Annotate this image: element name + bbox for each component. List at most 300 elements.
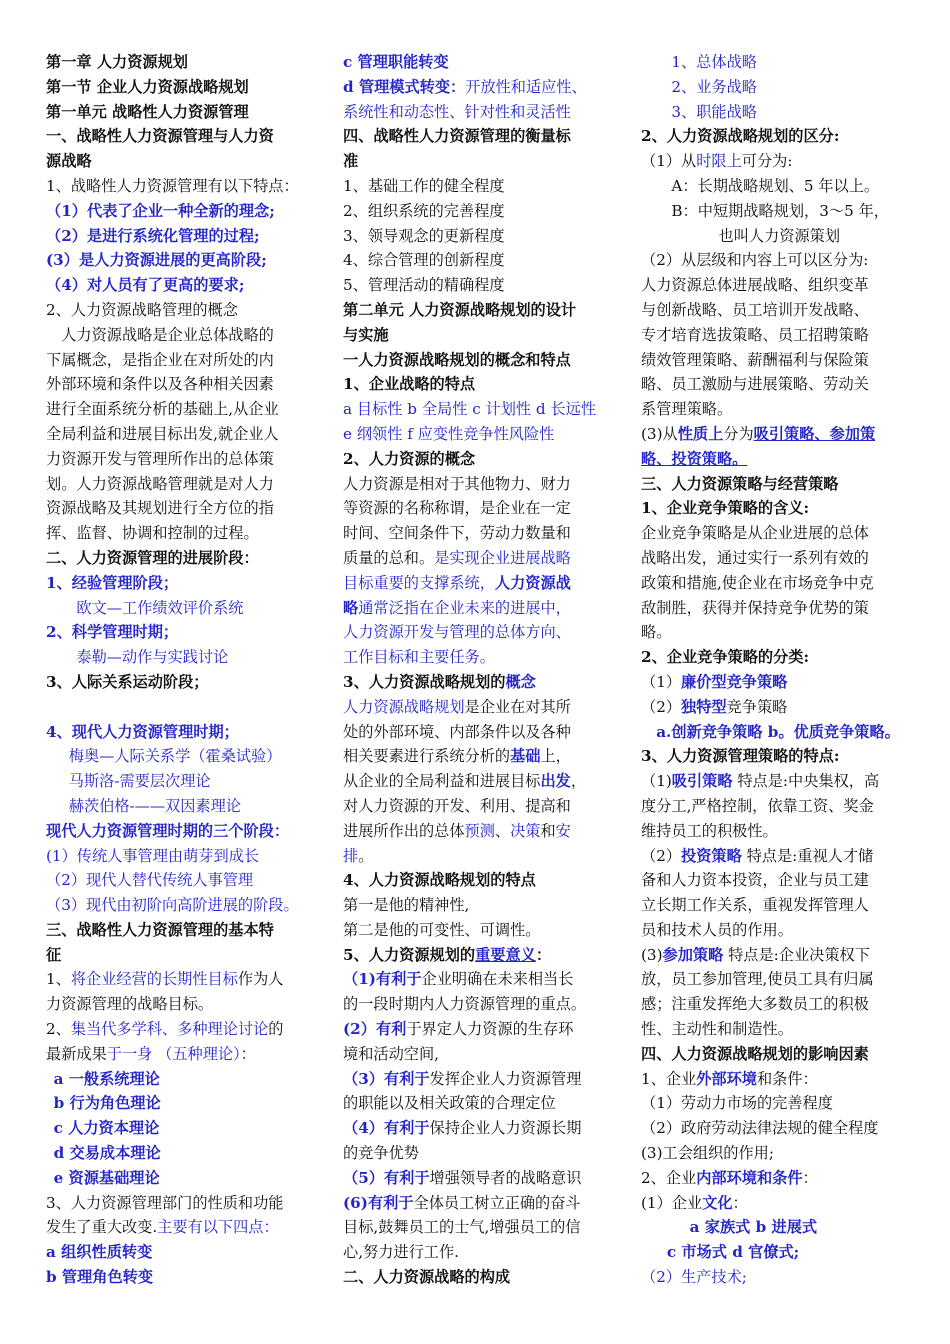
text-line [343,720,625,745]
text-run: 1、基础工作的健全程度 [343,176,505,195]
text-line [641,844,913,869]
text-run: 2、人力资源战略管理的概念 [46,300,238,319]
text-line [343,1191,625,1216]
text-run: 于一身 （五种理论） [106,1044,241,1063]
text-run: 可分为: [741,152,793,171]
text-run: (2）有利 [343,1020,407,1039]
text-run: 与创新战略、员工培训开发战略、 [641,300,869,319]
text-line [641,893,913,918]
text-run: （2）从层级和内容上可以区分为: [641,251,869,270]
text-line [641,1265,913,1290]
text-run: 一、战略性人力资源管理与人力资 [46,127,274,146]
text-line [641,298,913,323]
text-line [641,868,913,893]
text-run: 企业明确在未来相当长 [421,970,574,989]
text-column-right [641,50,913,1290]
text-line [343,1091,625,1116]
text-run: 主要有以下四点： [157,1218,279,1237]
text-line [343,447,625,472]
text-run: 力资源开发与管理所作出的总体策 [46,449,274,468]
text-run: 集当代多学科、多种理论讨论 [70,1020,269,1039]
text-run: 是实现企业进展战略 [434,548,571,567]
text-line [46,521,316,546]
text-run: 敌制胜，获得并保持竞争优势的策 [641,598,869,617]
text-line [641,323,913,348]
text-run: 等资源的名称称谓，是企业在一定 [343,499,571,518]
text-run: 于界定人力资源的生存环 [406,1020,574,1039]
text-run: (6)有利于 [343,1193,414,1212]
text-run: 增强领导者的战略意识 [429,1168,582,1187]
text-run: 是企业在对其所 [464,697,571,716]
text-run: 4、现代人力资源管理时期； [46,722,239,741]
text-line [343,348,625,373]
text-line [641,1042,913,1067]
text-run: 2、人力资源的概念 [343,449,476,468]
text-run: （2） [641,697,682,716]
text-run: (3）是人力资源进展的更高阶段; [46,251,267,270]
text-line [641,620,913,645]
text-column-left [46,50,316,1290]
text-run: （5）有利于 [343,1168,430,1187]
text-line [641,124,913,149]
text-line [46,769,316,794]
text-run: 2、企业 [641,1168,697,1187]
text-run: A：长期战略规划、5 年以上。 [671,176,880,195]
text-run: 决策 [510,821,541,840]
text-line [46,50,316,75]
text-line [343,1265,625,1290]
text-line [46,967,316,992]
text-run: 现代人力资源管理时期的三个阶段： [46,821,289,840]
text-run: 泰勒—动作与实践讨论 [76,648,229,667]
text-run: 文化 [702,1193,733,1212]
text-line [343,546,625,571]
text-run: 第一章 人力资源规划 [46,53,188,71]
text-line [46,447,316,472]
text-run: （2） [641,846,682,865]
text-run: c 市场式 d 官僚式; [666,1243,800,1262]
text-line [343,1166,625,1191]
text-line [46,273,316,298]
text-line [46,248,316,273]
text-run: 欧文—工作绩效评价系统 [76,598,244,617]
text-run: (1）企业 [641,1193,703,1212]
text-run: 吸引策略、参加策 [753,424,876,443]
text-line [46,323,316,348]
text-line [641,1166,913,1191]
text-run: 性质上 [677,424,724,443]
text-run: 维持员工的积极性。 [641,821,778,840]
text-line [641,794,913,819]
text-run: 和 [540,821,556,840]
text-line [343,1141,625,1166]
text-run: （3）现代由初阶向高阶进展的阶段。 [46,896,299,915]
text-run: a 组织性质转变 [46,1243,153,1262]
text-run: 廉价型竞争策略 [681,672,788,691]
text-line [641,1067,913,1092]
text-run: （2）现代人替代传统人事管理 [46,871,254,890]
text-run: 对人力资源的开发、利用、提高和 [343,796,571,815]
text-run: 下属概念，是指企业在对所处的内 [46,350,274,369]
text-run: b 管理角色转变 [46,1268,154,1287]
text-line [641,1116,913,1141]
text-line [46,149,316,174]
text-run: ， [570,772,586,791]
text-run: B：中短期战略规划，3～5 年， [671,201,889,220]
text-line [343,1067,625,1092]
text-run: 度分工,严格控制，依靠工资、奖金 [641,796,874,815]
text-run: 心,努力进行工作. [343,1243,459,1262]
text-run: 1、总体战略 [671,53,757,71]
text-line [641,496,913,521]
text-run: 全体员工树立正确的奋斗 [413,1193,581,1212]
text-run: 上， [540,747,571,766]
text-run: 立长期工作关系，重视发挥管理人 [641,896,869,915]
text-line [641,1240,913,1265]
text-line [641,174,913,199]
text-run: （1）代表了企业一种全新的理念; [46,201,275,220]
text-run: 放，员工参加管理,使员工具有归属 [641,970,874,989]
text-run: 出发 [540,772,571,791]
text-line [46,670,316,695]
text-line [343,224,625,249]
text-run: 一人力资源战略规划的概念和特点 [343,350,571,369]
text-line [343,868,625,893]
text-run: 梅奥—人际关系学（霍桑试验） [68,747,282,766]
text-run: 外部环境和条件以及各种相关因素 [46,375,274,394]
text-line [343,695,625,720]
text-line [641,744,913,769]
text-run: （1)有利于 [343,970,422,989]
text-run: 内部环境和条件 [696,1168,803,1187]
text-line [641,472,913,497]
text-run: 目标重要的支撑系统， [343,573,495,592]
text-run: 3、职能战略 [671,102,757,121]
text-line [46,1166,316,1191]
text-line [46,372,316,397]
text-line [343,149,625,174]
text-run: 5、人力资源规划的 [343,945,476,964]
text-line [46,1091,316,1116]
text-run: 最新成果 [46,1044,107,1063]
text-run: 进展所作出的总体 [343,821,465,840]
text-line [46,1191,316,1216]
text-line [343,124,625,149]
text-run: 人力资源总体进展战略、组织变革 [641,276,869,295]
text-run: (3)从 [641,424,678,443]
text-run: 分为 [723,424,754,443]
text-run: 和条件： [756,1069,818,1088]
text-run: 四、战略性人力资源管理的衡量标 [343,127,571,146]
text-line [343,571,625,596]
text-run: 的一段时期内人力资源管理的重点。 [343,995,586,1014]
text-run: 3、人力资源管理部门的性质和功能 [46,1193,284,1212]
text-run: （1）从 [641,152,697,171]
text-line [641,397,913,422]
text-run: 略、员工激励与进展策略、劳动关 [641,375,869,394]
text-run: a 目标性 b 全局性 c 计划性 d 长远性 [343,400,597,419]
text-line [343,496,625,521]
text-run: 力资源管理的战略目标。 [46,995,214,1014]
text-run: （2）政府劳动法律法规的健全程度 [641,1119,879,1138]
text-line [641,695,913,720]
text-run: 外部环境 [696,1069,757,1088]
text-line [46,794,316,819]
text-run: 作为人 [237,970,284,989]
text-run: 独特型 [681,697,727,716]
text-run: 也叫人力资源策划 [718,226,841,245]
text-run: 准 [343,152,359,171]
text-run: 安 [555,821,571,840]
text-line [641,372,913,397]
text-line [641,769,913,794]
text-line [46,1116,316,1141]
text-run: 时间、空间条件下，劳动力数量和 [343,524,571,543]
text-line [343,1116,625,1141]
text-line [46,1240,316,1265]
text-run: 战略出发，通过实行一系列有效的 [641,548,869,567]
text-run: 的职能以及相关政策的合理定位 [343,1094,556,1113]
text-run: 工作目标和主要任务。 [343,648,495,667]
text-line [46,174,316,199]
text-run: 第二是他的可变性、可调性。 [343,920,541,939]
text-run: 第一节 企业人力资源战略规划 [46,77,249,96]
text-run: 三、人力资源策略与经营策略 [641,474,839,493]
text-run: 全局利益和进展目标出发,就企业人 [46,424,279,443]
text-run: 人力资源战 [494,573,571,592]
text-line [343,199,625,224]
text-run: 系管理策略。 [641,400,733,419]
text-line [46,596,316,621]
text-line [641,422,913,447]
text-run: 预测 [464,821,495,840]
text-line [46,868,316,893]
text-run: 相关要素进行系统分析的 [343,747,511,766]
text-run: （1）劳动力市场的完善程度 [641,1094,833,1113]
text-line [343,1042,625,1067]
text-line [641,50,913,75]
text-line [641,224,913,249]
text-line [641,273,913,298]
text-run: 竞争策略 [726,697,788,716]
text-run: ： [535,945,552,964]
text-line [343,472,625,497]
text-line [641,1191,913,1216]
text-line [641,645,913,670]
text-line [343,298,625,323]
text-run: (1）传统人事管理由萌芽到成长 [46,846,260,865]
text-line [46,1265,316,1290]
text-run: 备和人力资本投资，企业与员工建 [641,871,869,890]
text-run: 3、人力资源管理策略的特点: [641,747,840,766]
text-run: 1、战略性人力资源管理有以下特点： [46,176,299,195]
text-run: 企业竞争策略是从企业进展的总体 [641,524,869,543]
text-run: 2、科学管理时期； [46,623,179,642]
text-run: 二、人力资源战略的构成 [343,1268,511,1287]
text-line [46,100,316,125]
text-run: 4、综合管理的创新程度 [343,251,505,270]
text-run: ： [240,1044,256,1063]
text-run: 概念 [505,672,536,691]
text-line [343,1240,625,1265]
text-run: 4、人力资源战略规划的特点 [343,871,536,890]
text-line [46,720,316,745]
text-run: 进行全面系统分析的基础上,从企业 [46,400,279,419]
text-run: 特点是:中央集权，高 [732,772,880,791]
text-run: 处的外部环境、内部条件以及各种 [343,722,571,741]
text-run: 2、组织系统的完善程度 [343,201,505,220]
text-line [641,1215,913,1240]
text-line [46,1141,316,1166]
text-run: 3、人际关系运动阶段； [46,672,209,691]
text-line [641,967,913,992]
text-line [641,992,913,1017]
text-run: 2、企业竞争策略的分类: [641,648,810,667]
text-line [46,348,316,373]
text-run: 目标,鼓舞员工的士气,增强员工的信 [343,1218,581,1237]
text-run: e 资源基础理论 [53,1168,160,1187]
text-line [46,298,316,323]
text-run: （2）是进行系统化管理的过程; [46,226,260,245]
text-line [641,199,913,224]
text-line [641,100,913,125]
text-line [343,645,625,670]
text-run: 1、经验管理阶段； [46,573,179,592]
text-run: 3、人力资源战略规划的 [343,672,506,691]
text-run: 划。人力资源战略管理就是对人力 [46,474,274,493]
text-run: （4）有利于 [343,1119,430,1138]
text-line [641,1017,913,1042]
text-run: 重要意义 [475,945,536,964]
text-line [641,447,913,472]
text-run: (3)工会组织的作用; [641,1144,774,1163]
text-line [343,1017,625,1042]
text-line [343,794,625,819]
text-run: 将企业经营的长期性目标 [70,970,238,989]
text-line [343,75,625,100]
text-line [343,273,625,298]
text-run: 2、人力资源战略规划的区分: [641,127,840,146]
text-run: 征 [46,945,62,964]
text-line [343,323,625,348]
text-run: 开放性和适应性、 [465,77,587,96]
text-run: 通常泛指在企业未来的进展中， [358,598,571,617]
text-run: 源战略 [46,152,92,171]
text-run: 1、企业竞争策略的含义: [641,499,810,518]
text-run: a 一般系统理论 [53,1069,160,1088]
text-run: 时限上 [696,152,742,171]
text-run: 质量的总和。 [343,548,435,567]
text-run: 略、投资策略。 [641,449,748,468]
text-line [46,620,316,645]
text-line [46,397,316,422]
text-run: 略 [343,598,359,617]
text-run: 。 [358,846,374,865]
text-line [343,819,625,844]
text-run: 第一是他的精神性, [343,896,470,915]
text-run: (3) [641,945,663,964]
text-run: 2、业务战略 [671,77,757,96]
text-run: a.创新竞争策略 b。优质竞争策略。 [656,722,900,741]
text-run: 四、人力资源战略规划的影响因素 [641,1044,869,1063]
text-line [343,670,625,695]
text-line [46,943,316,968]
text-line [641,1091,913,1116]
text-line [641,670,913,695]
text-line [46,422,316,447]
text-run: 人力资源开发与管理的总体方向、 [343,623,571,642]
text-line [46,1067,316,1092]
text-line [343,422,625,447]
text-run: 性、主动性和制造性。 [641,1020,793,1039]
text-line [343,248,625,273]
text-run: 第二单元 人力资源战略规划的设计 [343,300,577,319]
text-line [343,967,625,992]
text-line [46,571,316,596]
text-run: 吸引策略 [671,772,733,791]
text-run: d 交易成本理论 [53,1144,161,1163]
text-line [343,744,625,769]
text-line [46,546,316,571]
text-run: 感；注重发挥绝大多数员工的积极 [641,995,869,1014]
text-run: 参加策略 [662,945,724,964]
text-run: （1） [641,672,682,691]
text-line [641,348,913,373]
text-run: 投资策略 [681,846,742,865]
text-line [343,397,625,422]
text-run: （3）有利于 [343,1069,430,1088]
text-run: 二、人力资源管理的进展阶段： [46,548,259,567]
text-run: 1、企业战略的特点 [343,375,476,394]
text-run: 的 [268,1020,284,1039]
text-line [343,620,625,645]
text-line [343,992,625,1017]
text-run: 排 [343,846,359,865]
text-line [343,918,625,943]
text-line [343,943,625,968]
text-run: 政策和措施,使企业在市场竞争中克 [641,573,874,592]
text-run: 资源战略及其规划进行全方位的指 [46,499,274,518]
text-line [46,844,316,869]
text-line [46,893,316,918]
text-line [46,695,316,720]
text-line [343,893,625,918]
text-run: （2）生产技术; [641,1268,747,1287]
text-run: 绩效管理策略、薪酬福利与保险策 [641,350,869,369]
text-line [343,50,625,75]
text-run: 马斯洛-需要层次理论 [68,772,211,791]
text-line [46,645,316,670]
text-run: 2、 [46,1020,71,1039]
text-run: 发挥企业人力资源管理 [429,1069,582,1088]
text-run: 境和活动空间, [343,1044,439,1063]
text-line [343,844,625,869]
text-column-middle [343,50,625,1290]
text-line [641,720,913,745]
text-run: （4）对人员有了更高的要求; [46,276,245,295]
text-run: 1、企业 [641,1069,697,1088]
text-line [343,521,625,546]
text-line [343,1215,625,1240]
text-run: e 纲领性 f 应变性竞争性风险性 [343,424,555,443]
text-run: 5、管理活动的精确程度 [343,276,505,295]
text-line [641,75,913,100]
text-run: 专才培育选拔策略、员工招聘策略 [641,325,869,344]
text-line [641,1141,913,1166]
text-run: d 管理模式转变： [343,77,466,96]
text-run: ： [732,1193,748,1212]
text-line [46,1215,316,1240]
